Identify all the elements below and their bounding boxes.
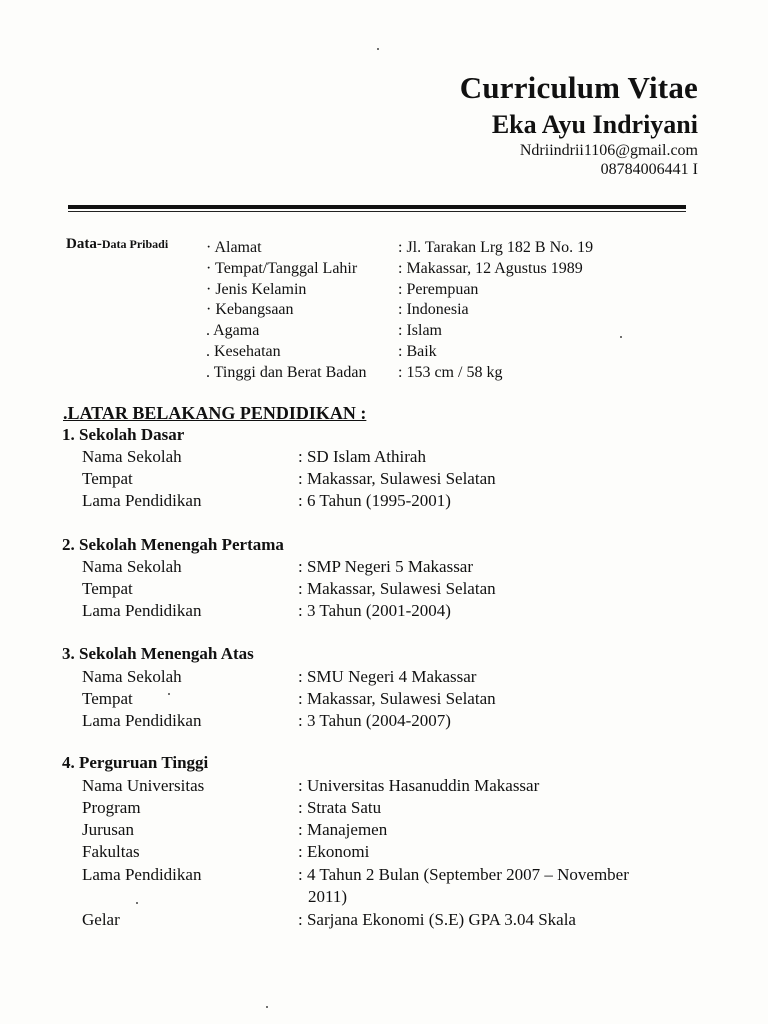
education-label: Lama Pendidikan xyxy=(82,865,202,884)
education-value: : Sarjana Ekonomi (S.E) GPA 3.04 Skala xyxy=(298,910,576,929)
education-label: Nama Sekolah xyxy=(82,557,182,576)
scan-speck xyxy=(377,48,379,50)
education-value: : Ekonomi xyxy=(298,842,370,861)
candidate-email: Ndriindrii1106@gmail.com xyxy=(519,142,698,159)
education-label: Lama Pendidikan xyxy=(82,711,202,730)
personal-value: : Islam xyxy=(398,322,442,339)
education-label: Gelar xyxy=(82,910,120,929)
personal-label: · Alamat xyxy=(206,239,262,256)
education-label: Nama Sekolah xyxy=(82,667,182,686)
education-label: Nama Sekolah xyxy=(82,447,182,466)
personal-label: . Tinggi dan Berat Badan xyxy=(206,364,367,381)
personal-value: : 153 cm / 58 kg xyxy=(398,364,503,381)
personal-heading-rest: Data Pribadi xyxy=(101,237,169,251)
education-value: : 6 Tahun (1995-2001) xyxy=(298,491,451,510)
candidate-name: Eka Ayu Indriyani xyxy=(491,110,698,139)
education-value-continuation: 2011) xyxy=(308,887,348,906)
personal-label: · Tempat/Tanggal Lahir xyxy=(206,260,358,277)
personal-heading-prefix: Data- xyxy=(66,236,102,252)
education-label: Tempat xyxy=(82,469,133,488)
education-value: : SD Islam Athirah xyxy=(298,447,426,466)
education-label: Jurusan xyxy=(82,820,134,839)
scan-speck xyxy=(136,902,138,904)
education-value: : Makassar, Sulawesi Selatan xyxy=(298,579,496,598)
education-label: Lama Pendidikan xyxy=(82,601,202,620)
personal-value: : Jl. Tarakan Lrg 182 B No. 19 xyxy=(398,239,594,256)
education-value: : Strata Satu xyxy=(298,798,382,817)
personal-value: : Baik xyxy=(398,343,437,360)
personal-label: · Kebangsaan xyxy=(206,301,294,318)
education-level-title: 3. Sekolah Menengah Atas xyxy=(62,644,254,663)
education-value: : Makassar, Sulawesi Selatan xyxy=(298,689,496,708)
education-heading: .LATAR BELAKANG PENDIDIKAN : xyxy=(63,403,367,423)
scan-speck xyxy=(620,336,622,338)
education-label: Program xyxy=(82,798,141,817)
education-level-title: 4. Perguruan Tinggi xyxy=(62,753,209,772)
personal-data-heading xyxy=(66,236,168,253)
education-value: : Manajemen xyxy=(298,820,388,839)
personal-label: . Agama xyxy=(206,322,260,339)
education-value: : 3 Tahun (2004-2007) xyxy=(298,711,451,730)
header-divider-thick xyxy=(68,205,686,209)
education-value: : 3 Tahun (2001-2004) xyxy=(298,601,451,620)
education-value-multiline xyxy=(298,864,698,908)
personal-label: · Jenis Kelamin xyxy=(206,281,307,298)
education-label: Tempat xyxy=(82,579,133,598)
candidate-phone: 08784006441 I xyxy=(600,161,698,178)
personal-value: : Indonesia xyxy=(398,301,469,318)
education-value: : 4 Tahun 2 Bulan (September 2007 – November xyxy=(298,865,629,884)
education-value: : Makassar, Sulawesi Selatan xyxy=(298,469,496,488)
education-value: : SMU Negeri 4 Makassar xyxy=(298,667,477,686)
education-level-title: 2. Sekolah Menengah Pertama xyxy=(62,535,284,554)
education-label: Nama Universitas xyxy=(82,776,205,795)
education-level-title: 1. Sekolah Dasar xyxy=(62,425,185,444)
education-value: : SMP Negeri 5 Makassar xyxy=(298,557,474,576)
education-label: Tempat xyxy=(82,689,133,708)
personal-label: . Kesehatan xyxy=(206,343,281,360)
personal-value: : Perempuan xyxy=(398,281,479,298)
header-divider-thin xyxy=(68,211,686,212)
scan-speck xyxy=(168,693,170,695)
cv-title: Curriculum Vitae xyxy=(459,70,698,105)
scan-speck xyxy=(266,1006,268,1008)
education-label: Fakultas xyxy=(82,842,140,861)
education-label: Lama Pendidikan xyxy=(82,491,202,510)
education-value: : Universitas Hasanuddin Makassar xyxy=(298,776,540,795)
personal-value: : Makassar, 12 Agustus 1989 xyxy=(398,260,583,277)
